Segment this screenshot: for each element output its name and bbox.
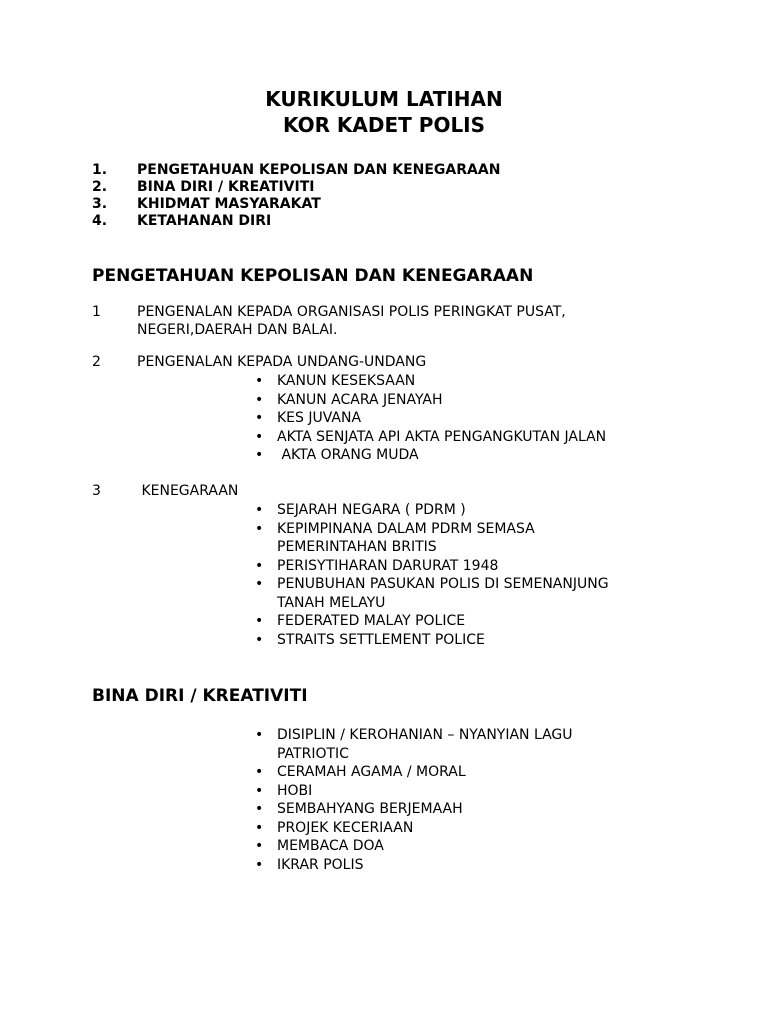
bullet-icon: • <box>255 856 264 873</box>
section-heading-bina-diri: BINA DIRI / KREATIVITI <box>92 686 308 706</box>
list-item-continuation <box>252 594 609 613</box>
list-item-continuation <box>252 745 573 764</box>
toc-num: 2. <box>92 179 108 195</box>
list-item-text: TANAH MELAYU <box>277 594 386 611</box>
list-item <box>252 501 609 520</box>
list-item <box>252 800 573 819</box>
list-item <box>252 575 609 594</box>
item-number: 1 <box>92 304 101 320</box>
list-item-text: IKRAR POLIS <box>277 856 364 873</box>
bullet-list-undang-undang <box>252 372 606 465</box>
section-heading-pengetahuan: PENGETAHUAN KEPOLISAN DAN KENEGARAAN <box>92 266 534 286</box>
list-item <box>252 409 606 428</box>
toc-num: 3. <box>92 196 108 212</box>
list-item <box>252 782 573 801</box>
toc-label: KETAHANAN DIRI <box>137 213 272 229</box>
item-text-line: NEGERI,DAERAH DAN BALAI. <box>137 322 338 338</box>
list-item-text: PENUBUHAN PASUKAN POLIS DI SEMENANJUNG <box>277 576 609 592</box>
bullet-list-kenegaraan <box>252 501 609 649</box>
item-text-line: PENGENALAN KEPADA ORGANISASI POLIS PERINGKAT PUSAT, <box>137 304 566 320</box>
list-item <box>252 726 573 745</box>
list-item-continuation <box>252 538 609 557</box>
list-item <box>252 520 609 539</box>
list-item <box>252 856 573 875</box>
bullet-icon: • <box>255 838 264 854</box>
list-item-text: PEMERINTAHAN BRITIS <box>277 539 437 555</box>
list-item-text: AKTA SENJATA API AKTA PENGANGKUTAN JALAN <box>277 428 607 445</box>
list-item <box>252 391 606 410</box>
list-item <box>252 428 606 447</box>
bullet-icon: • <box>255 391 264 408</box>
list-item-text: SEMBAHYANG BERJEMAAH <box>277 801 463 817</box>
bullet-icon: • <box>255 428 264 445</box>
list-item <box>252 446 606 465</box>
bullet-icon: • <box>255 613 264 629</box>
bullet-icon: • <box>255 727 264 743</box>
bullet-icon: • <box>255 576 264 592</box>
list-item <box>252 557 609 576</box>
list-item <box>252 372 606 391</box>
bullet-icon: • <box>255 557 264 574</box>
list-item-text: KANUN ACARA JENAYAH <box>277 391 443 408</box>
bullet-icon: • <box>255 502 264 518</box>
bullet-icon: • <box>255 782 264 799</box>
list-item <box>252 763 573 782</box>
bullet-list-bina-diri <box>252 726 573 874</box>
item-number: 2 <box>92 354 101 370</box>
bullet-icon: • <box>255 764 264 780</box>
list-item <box>252 631 609 650</box>
toc-label: BINA DIRI / KREATIVITI <box>137 179 315 195</box>
list-item-text: KEPIMPINANA DALAM PDRM SEMASA <box>277 520 535 537</box>
toc-label: KHIDMAT MASYARAKAT <box>137 196 321 212</box>
list-item-text: FEDERATED MALAY POLICE <box>277 613 466 629</box>
list-item-text: MEMBACA DOA <box>277 838 384 854</box>
bullet-icon: • <box>255 520 264 537</box>
bullet-icon: • <box>255 373 264 389</box>
list-item-text: DISIPLIN / KEROHANIAN – NYANYIAN LAGU <box>277 727 573 743</box>
bullet-icon: • <box>255 631 264 648</box>
item-text-line: KENEGARAAN <box>137 483 239 499</box>
bullet-icon: • <box>255 447 264 463</box>
list-item-text: PROJEK KECERIAAN <box>277 819 414 836</box>
list-item-text: SEJARAH NEGARA ( PDRM ) <box>277 502 466 518</box>
list-item <box>252 837 573 856</box>
document-title-line1: KURIKULUM LATIHAN <box>265 87 503 111</box>
item-text-line: PENGENALAN KEPADA UNDANG-UNDANG <box>137 354 427 370</box>
list-item <box>252 612 609 631</box>
document-title-line2: KOR KADET POLIS <box>282 113 486 137</box>
toc-num: 1. <box>92 162 108 178</box>
list-item-text: KES JUVANA <box>277 410 362 426</box>
item-number: 3 <box>92 483 101 499</box>
list-item-text: PATRIOTIC <box>277 745 349 762</box>
list-item-text: AKTA ORANG MUDA <box>277 447 419 463</box>
toc-num: 4. <box>92 213 108 229</box>
list-item-text: STRAITS SETTLEMENT POLICE <box>277 631 485 648</box>
list-item-text: HOBI <box>277 782 313 799</box>
toc-label: PENGETAHUAN KEPOLISAN DAN KENEGARAAN <box>137 162 501 178</box>
list-item <box>252 819 573 838</box>
list-item-text: KANUN KESEKSAAN <box>277 373 416 389</box>
list-item-text: CERAMAH AGAMA / MORAL <box>277 764 466 780</box>
bullet-icon: • <box>255 410 264 426</box>
list-item-text: PERISYTIHARAN DARURAT 1948 <box>277 557 499 574</box>
bullet-icon: • <box>255 801 264 817</box>
bullet-icon: • <box>255 819 264 836</box>
